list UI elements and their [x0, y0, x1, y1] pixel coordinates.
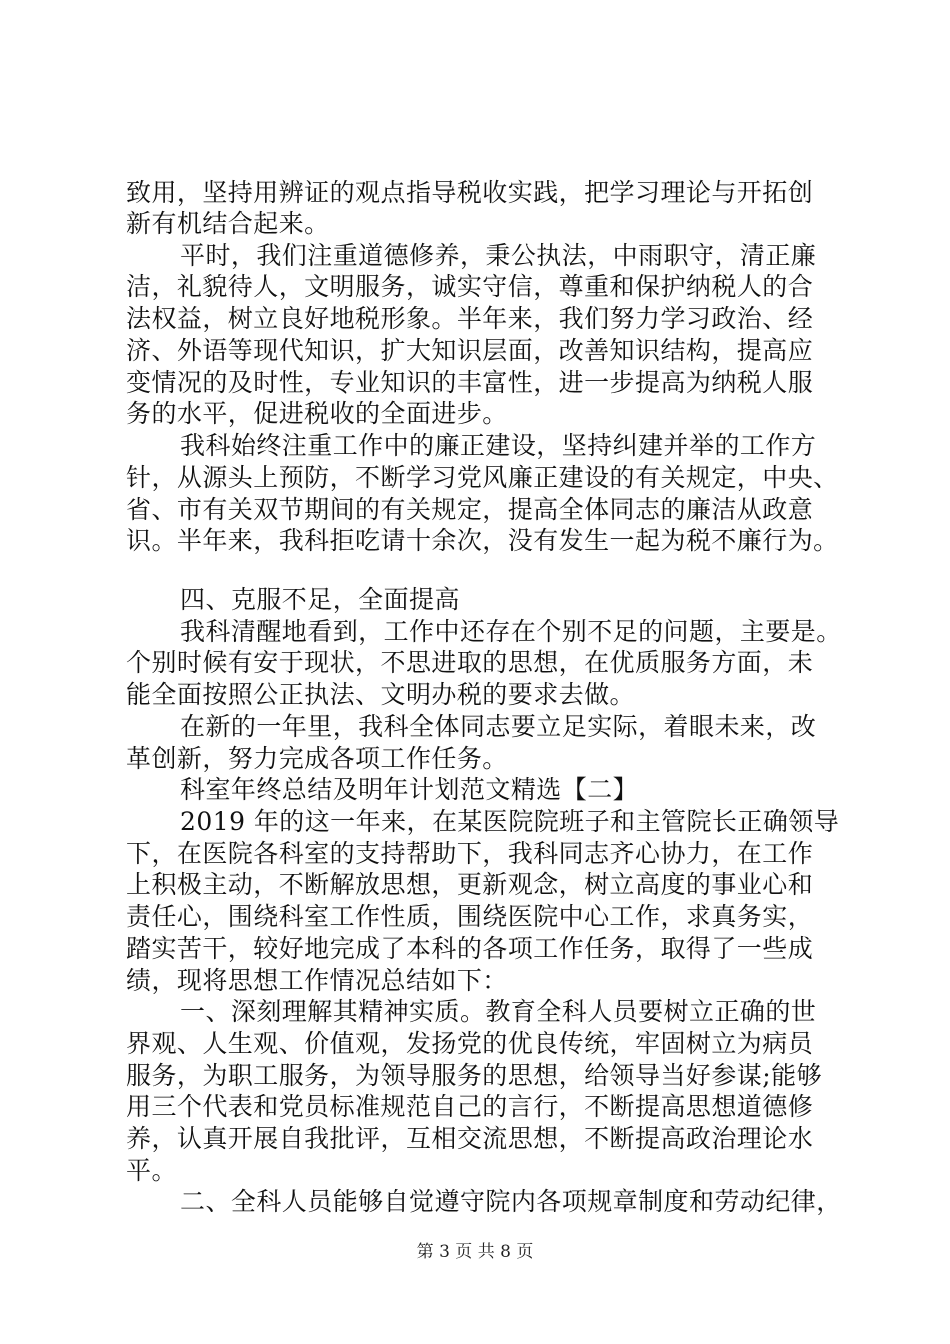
- body-text-line: 服务，为职工服务，为领导服务的思想，给领导当好参谋;能够: [126, 1061, 823, 1090]
- section-heading: 科室年终总结及明年计划范文精选【二】: [180, 775, 639, 804]
- page-number-footer: 第 3 页 共 8 页: [416, 1242, 534, 1262]
- body-text-line: 省、市有关双节期间的有关规定，提高全体同志的廉洁从政意: [126, 495, 814, 524]
- body-text-line: 界观、人生观、价值观，发扬党的优良传统，牢固树立为病员: [126, 1029, 814, 1058]
- body-text-line: 识。半年来，我科拒吃请十余次，没有发生一起为税不廉行为。: [126, 526, 839, 555]
- body-text-line: 平时，我们注重道德修养，秉公执法，中雨职守，清正廉: [180, 241, 817, 270]
- body-text-line: 致用，坚持用辨证的观点指导税收实践，把学习理论与开拓创: [126, 178, 814, 207]
- body-text-line: 2019 年的这一年来，在某医院院班子和主管院长正确领导: [180, 807, 840, 836]
- body-text-line: 革创新，努力完成各项工作任务。: [126, 744, 508, 773]
- section-heading: 四、克服不足，全面提高: [180, 585, 460, 614]
- body-text-line: 在新的一年里，我科全体同志要立足实际，着眼未来，改: [180, 712, 817, 741]
- body-text-line: 平。: [126, 1156, 177, 1185]
- body-text-line: 我科清醒地看到，工作中还存在个别不足的问题，主要是。: [180, 617, 842, 646]
- body-text-line: 济、外语等现代知识，扩大知识层面，改善知识结构，提高应: [126, 336, 814, 365]
- body-text-line: 我科始终注重工作中的廉正建设，坚持纠建并举的工作方: [180, 431, 817, 460]
- body-text-line: 养，认真开展自我批评，互相交流思想，不断提高政治理论水: [126, 1124, 814, 1153]
- body-text-line: 二、全科人员能够自觉遵守院内各项规章制度和劳动纪律，: [180, 1187, 842, 1216]
- body-text-line: 用三个代表和党员标准规范自己的言行，不断提高思想道德修: [126, 1092, 814, 1121]
- body-text-line: 个别时候有安于现状，不思进取的思想，在优质服务方面，未: [126, 648, 814, 677]
- body-text-line: 下，在医院各科室的支持帮助下，我科同志齐心协力，在工作: [126, 839, 814, 868]
- body-text-line: 一、深刻理解其精神实质。教育全科人员要树立正确的世: [180, 997, 817, 1026]
- body-text-line: 法权益，树立良好地税形象。半年来，我们努力学习政治、经: [126, 304, 814, 333]
- body-text-line: 绩，现将思想工作情况总结如下：: [126, 966, 508, 995]
- body-text-line: 上积极主动，不断解放思想，更新观念，树立高度的事业心和: [126, 870, 814, 899]
- body-text-line: 洁，礼貌待人，文明服务，诚实守信，尊重和保护纳税人的合: [126, 272, 814, 301]
- body-text-line: 新有机结合起来。: [126, 209, 330, 238]
- body-text-line: 变情况的及时性，专业知识的丰富性，进一步提高为纳税人服: [126, 368, 814, 397]
- body-text-line: 针，从源头上预防，不断学习党风廉正建设的有关规定，中央、: [126, 463, 839, 492]
- body-text-line: 能全面按照公正执法、文明办税的要求去做。: [126, 680, 636, 709]
- body-text-line: 务的水平，促进税收的全面进步。: [126, 399, 508, 428]
- body-text-line: 踏实苦干，较好地完成了本科的各项工作任务，取得了一些成: [126, 934, 814, 963]
- body-text-line: 责任心，围绕科室工作性质，围绕医院中心工作，求真务实，: [126, 902, 814, 931]
